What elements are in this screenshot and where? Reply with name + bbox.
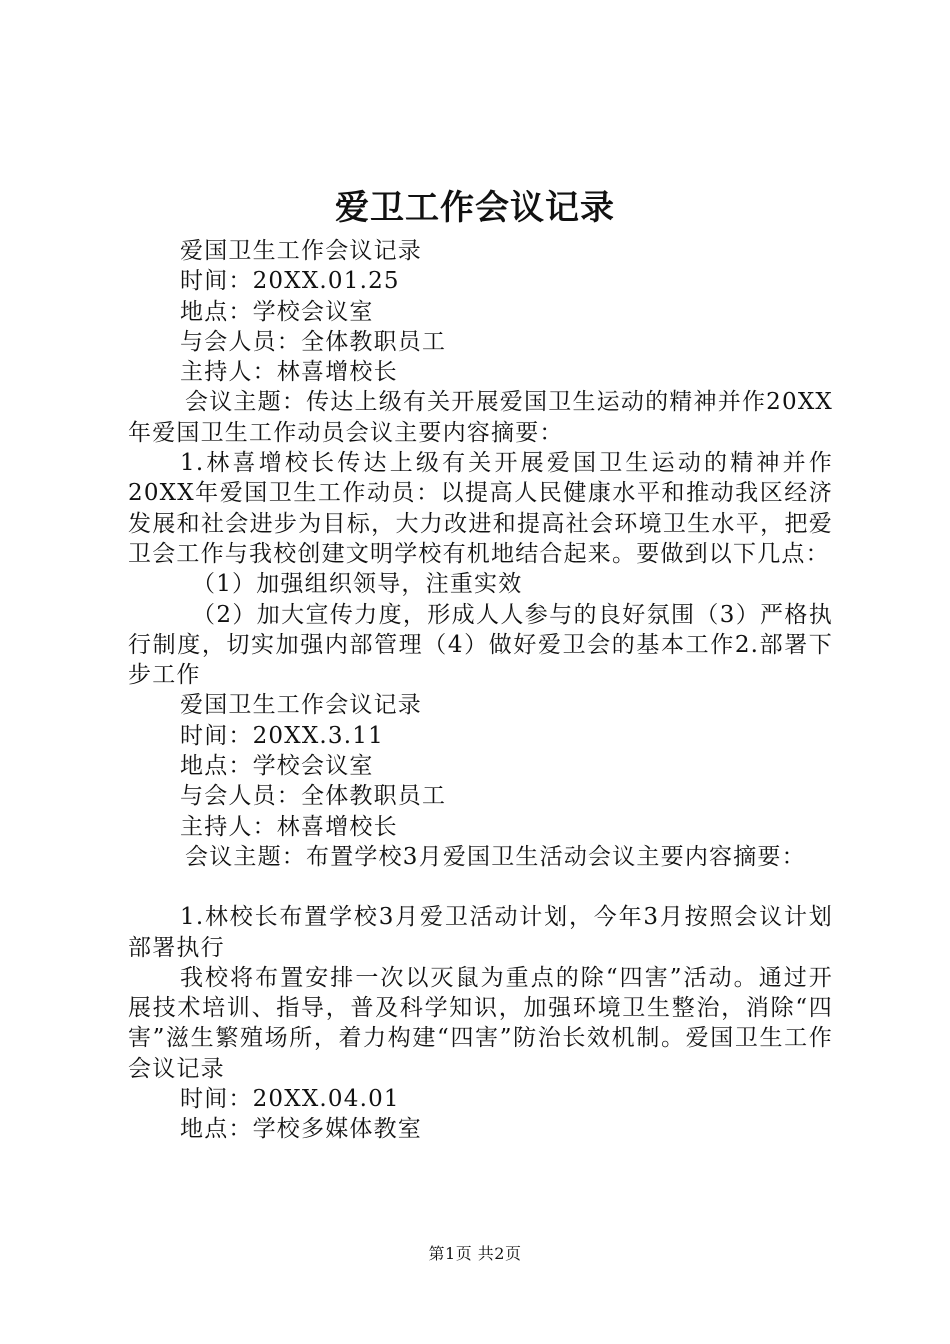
blank-line	[128, 872, 833, 902]
paragraph: 我校将布置安排一次以灭鼠为重点的除“四害”活动。通过开展技术培训、指导，普及科学知识，加强环境卫生整治，消除“四害”滋生繁殖场所，着力构建“四害”防治长效机制。爱国卫生工作会议记录	[128, 964, 833, 1082]
paragraph: 主持人：林喜增校长	[180, 359, 398, 386]
paragraph: 时间：20XX.3.11	[180, 722, 384, 749]
paragraph: 会议主题：传达上级有关开展爱国卫生运动的精神并作20XX年爱国卫生工作动员会议主要内容摘要：	[128, 389, 833, 446]
paragraph: 爱国卫生工作会议记录	[180, 238, 422, 264]
paragraph: （1）加强组织领导，注重实效	[192, 571, 523, 598]
paragraph: 时间：20XX.04.01	[180, 1086, 400, 1113]
paragraph: （2）加大宣传力度，形成人人参与的良好氛围（3）严格执行制度，切实加强内部管理（4）做好爱卫会的基本工作2.部署下步工作	[128, 601, 833, 689]
paragraph: 与会人员：全体教职员工	[180, 783, 447, 810]
page-footer: 第1页 共2页	[428, 1244, 522, 1263]
paragraph: 与会人员：全体教职员工	[180, 328, 447, 355]
document-title: 爱卫工作会议记录	[335, 188, 615, 228]
paragraph: 1.林校长布置学校3月爱卫活动计划，今年3月按照会议计划部署执行	[128, 904, 833, 961]
paragraph: 时间：20XX.01.25	[180, 268, 400, 295]
paragraph: 地点：学校多媒体教室	[180, 1116, 422, 1143]
paragraph: 1.林喜增校长传达上级有关开展爱国卫生运动的精神并作20XX年爱国卫生工作动员：以提高人民健康水平和推动我区经济发展和社会进步为目标，大力改进和提高社会环境卫生水平，把爱卫会工作与我校创建文明学校有机地结合起来。要做到以下几点：	[128, 450, 833, 567]
paragraph: 地点：学校会议室	[180, 753, 374, 780]
document-body	[128, 236, 833, 1145]
paragraph: 爱国卫生工作会议记录	[180, 692, 422, 719]
paragraph: 主持人：林喜增校长	[180, 813, 398, 840]
paragraph: 会议主题：布置学校3月爱国卫生活动会议主要内容摘要：	[185, 843, 806, 870]
paragraph: 地点：学校会议室	[180, 298, 374, 325]
